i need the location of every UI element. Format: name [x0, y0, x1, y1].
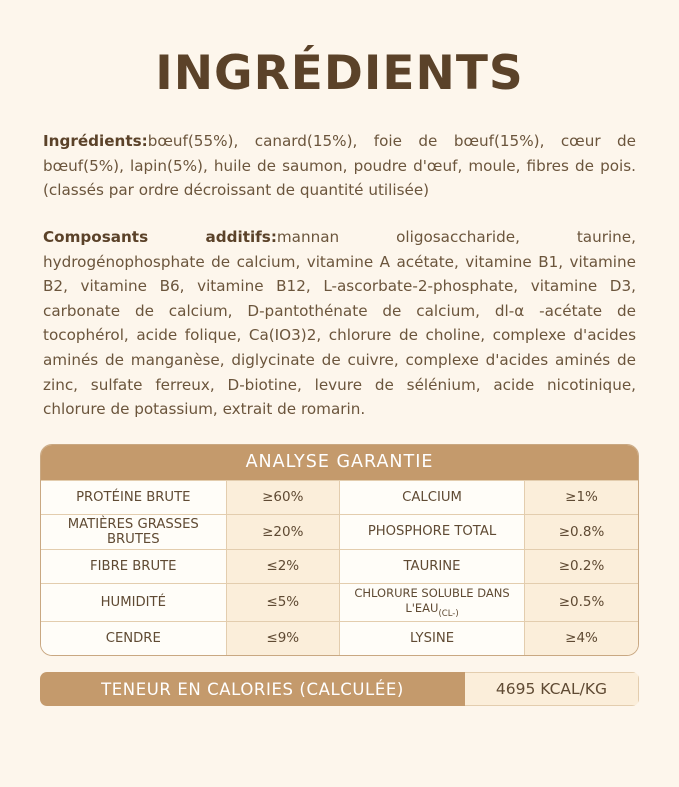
row-label-left: MATIÈRES GRASSES BRUTES [41, 514, 226, 549]
row-label-right [339, 583, 524, 621]
row-value-left: ≤5% [226, 583, 339, 621]
additives-label: Composants additifs: [43, 227, 277, 246]
table-row [41, 480, 638, 514]
row-label-left: PROTÉINE BRUTE [41, 480, 226, 514]
analysis-table-container [40, 444, 639, 656]
row-value-left: ≥60% [226, 480, 339, 514]
analysis-table [41, 480, 638, 655]
row-value-right: ≥0.8% [525, 514, 638, 549]
table-row [41, 549, 638, 583]
page-title: INGRÉDIENTS [155, 46, 524, 101]
row-label-left: HUMIDITÉ [41, 583, 226, 621]
row-label-left: FIBRE BRUTE [41, 549, 226, 583]
calorie-bar [40, 672, 639, 706]
additives-paragraph [40, 225, 639, 422]
row-value-left: ≤2% [226, 549, 339, 583]
row-label-right: CALCIUM [339, 480, 524, 514]
ingredients-text: bœuf(55%), canard(15%), foie de bœuf(15%), cœur de bœuf(5%), lapin(5%), huile de saumon, poudre d'œuf, moule, fibres de pois. (classés par ordre décroissant de quantité utilisée) [43, 132, 636, 200]
row-value-right: ≥0.2% [525, 549, 638, 583]
calorie-label: TENEUR EN CALORIES (CALCULÉE) [40, 672, 465, 706]
row-value-right: ≥0.5% [525, 583, 638, 621]
row-value-left: ≤9% [226, 621, 339, 655]
table-row [41, 583, 638, 621]
row-label-right-text: CHLORURE SOLUBLE DANS L'EAU [354, 585, 510, 615]
table-row [41, 514, 638, 549]
row-value-right: ≥4% [525, 621, 638, 655]
row-label-right-subscript: (CL-) [438, 608, 459, 619]
analysis-table-header: ANALYSE GARANTIE [41, 445, 638, 480]
row-label-right: LYSINE [339, 621, 524, 655]
ingredients-paragraph [40, 129, 639, 203]
ingredients-label: Ingrédients: [43, 132, 148, 150]
row-value-left: ≥20% [226, 514, 339, 549]
row-label-left: CENDRE [41, 621, 226, 655]
row-value-right: ≥1% [525, 480, 638, 514]
calorie-value: 4695 KCAL/KG [465, 672, 639, 706]
table-row [41, 621, 638, 655]
row-label-right: TAURINE [339, 549, 524, 583]
additives-text: mannan oligosaccharide, taurine, hydrogénophosphate de calcium, vitamine A acétate, vitamine B1, vitamine B2, vitamine B6, vitamine B12, L-ascorbate-2-phosphate, vitamine D3, carbonate de calcium, D-pantothénate de calcium, dl-α -acétate de tocophérol, acide folique, Ca(IO3)2, chlorure de choline, complexe d'acides aminés de manganèse, diglycinate de cuivre, complexe d'acides aminés de zinc, sulfate ferreux, D-biotine, levure de sélénium, acide nicotinique, chlorure de potassium, extrait de romarin. [43, 227, 636, 419]
row-label-right: PHOSPHORE TOTAL [339, 514, 524, 549]
